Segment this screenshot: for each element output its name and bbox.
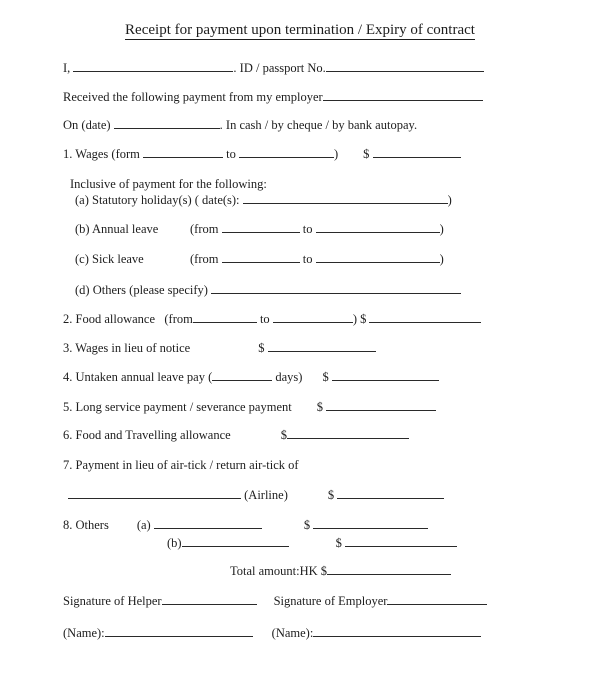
signature-helper-label: Signature of Helper	[63, 594, 162, 608]
date-line	[63, 117, 417, 133]
untaken-label: 4. Untaken annual leave pay (	[63, 370, 213, 384]
identity-line	[63, 60, 484, 76]
air-ticket-label: 7. Payment in lieu of air-tick / return air-tick of	[63, 458, 299, 472]
sick-to-blank	[316, 251, 440, 263]
signature-line	[63, 593, 487, 609]
received-label: Received the following payment from my employer	[63, 90, 323, 104]
signature-employer-label: Signature of Employer	[273, 594, 388, 608]
food-from-blank	[193, 311, 257, 323]
document-title-text: Receipt for payment upon termination / Expiry of contract	[125, 22, 475, 38]
others-b-label: (b)	[167, 536, 182, 550]
wages-dollar-sign: $	[363, 147, 373, 161]
others-a-label: (a)	[136, 518, 154, 532]
untaken-leave-line	[63, 369, 439, 385]
wages-to-blank	[239, 146, 334, 158]
air-ticket-line	[63, 457, 299, 473]
food-amount-blank	[369, 311, 481, 323]
food-travel-dollar-sign: $	[280, 428, 287, 442]
annual-to-label: to	[299, 222, 316, 236]
wages-line	[63, 146, 461, 162]
wages-from-blank	[143, 146, 223, 158]
annual-leave-label: (b) Annual leave	[75, 222, 159, 236]
total-label: Total amount:HK $	[230, 564, 328, 578]
others-b-amount-blank	[345, 535, 457, 547]
long-service-dollar-sign: $	[316, 400, 327, 414]
document-title	[0, 20, 600, 40]
sick-from-label: (from	[190, 252, 222, 266]
helper-name-blank	[73, 60, 233, 72]
sick-leave-label: (c) Sick leave	[75, 252, 144, 266]
others-b-dollar-sign: $	[335, 536, 345, 550]
spacer	[190, 351, 258, 352]
food-allowance-line	[63, 311, 481, 327]
airline-name-blank	[68, 487, 241, 499]
others-a-blank	[154, 517, 262, 529]
date-blank	[114, 117, 220, 129]
inclusive-heading-text: Inclusive of payment for the following:	[70, 177, 267, 191]
i-prefix-label: I,	[63, 61, 74, 75]
untaken-amount-blank	[332, 369, 439, 381]
food-travel-amount-blank	[287, 427, 409, 439]
untaken-days-label: days)	[272, 370, 303, 384]
spacer	[302, 380, 322, 381]
signature-helper-blank	[162, 593, 257, 605]
food-allowance-label: 2. Food allowance (from	[63, 312, 193, 326]
others-b-blank	[182, 535, 289, 547]
airline-amount-blank	[337, 487, 444, 499]
spacer	[262, 528, 304, 529]
sick-to-label: to	[299, 252, 316, 266]
annual-close-paren: )	[439, 222, 444, 236]
spacer	[338, 157, 363, 158]
received-line	[63, 89, 483, 105]
statutory-label: (a) Statutory holiday(s) ( date(s):	[75, 193, 243, 207]
helper-printed-name-blank	[105, 625, 253, 637]
long-service-label: 5. Long service payment / severance payment	[63, 400, 292, 414]
wages-close-paren: )	[333, 147, 339, 161]
long-service-amount-blank	[326, 399, 436, 411]
food-close-dollar: ) $	[352, 312, 370, 326]
untaken-days-blank	[212, 369, 272, 381]
signature-employer-blank	[387, 593, 487, 605]
airline-label: (Airline)	[241, 488, 288, 502]
inclusive-heading	[70, 176, 267, 192]
statutory-close-paren: )	[447, 193, 452, 207]
wages-to-label: to	[223, 147, 239, 161]
spacer	[288, 498, 328, 499]
others-a-amount-blank	[313, 517, 428, 529]
food-travel-line	[63, 427, 409, 443]
wages-lieu-label: 3. Wages in lieu of notice	[63, 341, 191, 355]
wages-label: 1. Wages (form	[63, 147, 143, 161]
id-passport-label: . ID / passport No.	[233, 61, 326, 75]
helper-name-label: (Name):	[63, 626, 105, 640]
sick-from-blank	[222, 251, 300, 263]
others-line-b	[167, 535, 457, 551]
sick-close-paren: )	[439, 252, 444, 266]
date-label: On (date)	[63, 118, 114, 132]
employer-name-blank	[323, 89, 483, 101]
payment-method-label: . In cash / by cheque / by bank autopay.	[219, 118, 418, 132]
food-to-blank	[273, 311, 353, 323]
wages-amount-blank	[373, 146, 461, 158]
annual-from-blank	[222, 221, 300, 233]
total-amount-blank	[327, 563, 451, 575]
airline-line	[68, 487, 444, 503]
statutory-holiday-line	[75, 192, 452, 208]
food-travel-label: 6. Food and Travelling allowance	[63, 428, 231, 442]
annual-from-label: (from	[190, 222, 222, 236]
food-to-label: to	[256, 312, 273, 326]
spacer	[289, 546, 336, 547]
employer-name-label: (Name):	[271, 626, 314, 640]
others-a-dollar-sign: $	[303, 518, 314, 532]
annual-to-blank	[316, 221, 440, 233]
untaken-dollar-sign: $	[322, 370, 332, 384]
spacer	[253, 636, 272, 637]
wages-lieu-notice-line	[63, 340, 376, 356]
total-line	[230, 563, 451, 579]
airline-dollar-sign: $	[327, 488, 338, 502]
employer-printed-name-blank	[313, 625, 481, 637]
statutory-dates-blank	[243, 192, 448, 204]
others-line-a	[63, 517, 428, 533]
wages-lieu-amount-blank	[268, 340, 376, 352]
spacer	[292, 410, 317, 411]
spacer	[257, 604, 274, 605]
annual-leave-line	[75, 221, 444, 237]
wages-lieu-dollar-sign: $	[258, 341, 268, 355]
sick-leave-line	[75, 251, 444, 267]
others-specify-label: (d) Others (please specify)	[75, 283, 212, 297]
others-label: 8. Others	[63, 518, 109, 532]
name-line	[63, 625, 481, 641]
others-specify-blank	[211, 282, 461, 294]
others-specify-line	[75, 282, 461, 298]
spacer	[109, 528, 137, 529]
id-passport-blank	[326, 60, 484, 72]
long-service-line	[63, 399, 436, 415]
spacer	[231, 438, 281, 439]
